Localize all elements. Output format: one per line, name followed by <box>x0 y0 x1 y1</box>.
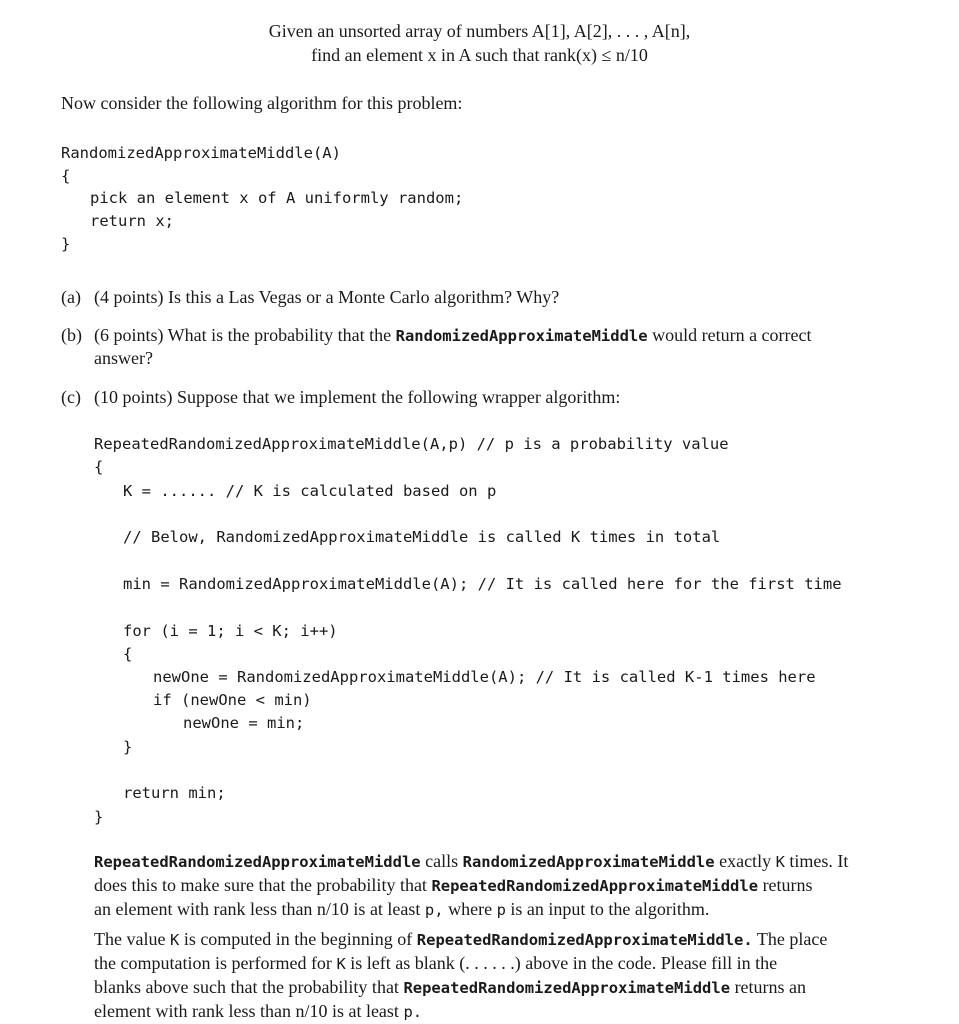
question-b-text-line2: answer? <box>94 348 153 368</box>
p2-text-8: element with rank less than n/10 is at least <box>94 1001 399 1021</box>
question-b-label: (b) <box>61 325 82 345</box>
question-a-text: (4 points) Is this a Las Vegas or a Monte Carlo algorithm? Why? <box>94 287 560 307</box>
intro-text: Now consider the following algorithm for this problem: <box>61 93 463 113</box>
p2-text-2: is computed in the beginning of <box>183 929 413 949</box>
paragraph-1-line-1 <box>94 850 914 874</box>
p2-text-6: blanks above such that the probability that <box>94 977 399 997</box>
problem-line-2: find an element x in A such that rank(x) ≤ n/10 <box>311 45 648 65</box>
paragraph-1 <box>94 850 914 922</box>
p2-code-1: RepeatedRandomizedApproximateMiddle. <box>416 931 753 949</box>
algo2-min-line: min = RandomizedApproximateMiddle(A); // It is called here for the first time <box>123 575 842 593</box>
paragraph-2-line-1 <box>94 928 914 952</box>
algo1-open-brace: { <box>61 167 71 185</box>
algo1-line-1: pick an element x of A uniformly random; <box>90 189 464 207</box>
p1-text-7: where <box>448 899 493 919</box>
p1-code-2: RandomizedApproximateMiddle <box>462 853 715 871</box>
paragraph-2-line-2 <box>94 952 914 976</box>
problem-line-1: Given an unsorted array of numbers A[1], A[2], . . . , A[n], <box>268 21 691 41</box>
p1-k: K <box>775 853 785 871</box>
algo2-for-close-brace: } <box>123 738 133 756</box>
question-a-label: (a) <box>61 287 81 307</box>
p2-text-4: the computation is performed for <box>94 953 332 973</box>
algo2-k-line: K = ...... // K is calculated based on p <box>123 482 497 500</box>
algo2-if-line: if (newOne < min) <box>153 691 312 709</box>
algo2-assign-line: newOne = min; <box>183 714 305 732</box>
p1-text-5: returns <box>762 875 813 895</box>
question-b-text-after: would return a correct <box>652 325 812 345</box>
p2-code-2: RepeatedRandomizedApproximateMiddle <box>403 979 731 997</box>
algo2-comment-line: // Below, RandomizedApproximateMiddle is called K times in total <box>123 528 721 546</box>
p1-text-4: does this to make sure that the probability that <box>94 875 427 895</box>
algo2-return-line: return min; <box>123 784 226 802</box>
p1-text-2: exactly <box>719 851 772 871</box>
p2-k-2: K <box>336 955 346 973</box>
algo2-newone-line: newOne = RandomizedApproximateMiddle(A); // It is called K-1 times here <box>153 668 816 686</box>
p1-text-3: times. It <box>789 851 849 871</box>
p2-p: p. <box>403 1003 423 1021</box>
algo1-line-2: return x; <box>90 212 174 230</box>
algo2-open-brace: { <box>94 458 104 476</box>
paragraph-1-line-3 <box>94 898 914 922</box>
p2-text-1: The value <box>94 929 166 949</box>
p2-text-5: is left as blank (. . . . . .) above in the code. Please fill in the <box>350 953 778 973</box>
p1-text-1: calls <box>425 851 459 871</box>
algo2-close-brace: } <box>94 808 104 826</box>
p1-code-3: RepeatedRandomizedApproximateMiddle <box>431 877 759 895</box>
algo1-close-brace: } <box>61 235 71 253</box>
paragraph-2-line-4 <box>94 1000 914 1024</box>
p2-text-3: The place <box>756 929 828 949</box>
p1-code-1: RepeatedRandomizedApproximateMiddle <box>94 853 421 871</box>
p1-text-8: is an input to the algorithm. <box>510 899 710 919</box>
p1-text-6: an element with rank less than n/10 is at least <box>94 899 421 919</box>
question-b-text <box>94 324 904 348</box>
paragraph-1-line-2 <box>94 874 914 898</box>
question-b-code: RandomizedApproximateMiddle <box>395 327 648 345</box>
question-c-label: (c) <box>61 387 81 407</box>
question-b-text-before: (6 points) What is the probability that the <box>94 325 392 345</box>
algo2-header: RepeatedRandomizedApproximateMiddle(A,p) // p is a probability value <box>94 435 729 453</box>
paragraph-2-line-3 <box>94 976 914 1000</box>
paragraph-2 <box>94 928 914 1024</box>
p2-k-1: K <box>169 931 180 949</box>
question-c-text: (10 points) Suppose that we implement the following wrapper algorithm: <box>94 387 621 407</box>
p2-text-7: returns an <box>734 977 807 997</box>
algo1-header: RandomizedApproximateMiddle(A) <box>61 144 341 162</box>
p1-p-1: p, <box>424 901 444 919</box>
p1-p-2: p <box>496 901 506 919</box>
algo2-for-open-brace: { <box>123 645 133 663</box>
algo2-for-line: for (i = 1; i < K; i++) <box>123 622 338 640</box>
